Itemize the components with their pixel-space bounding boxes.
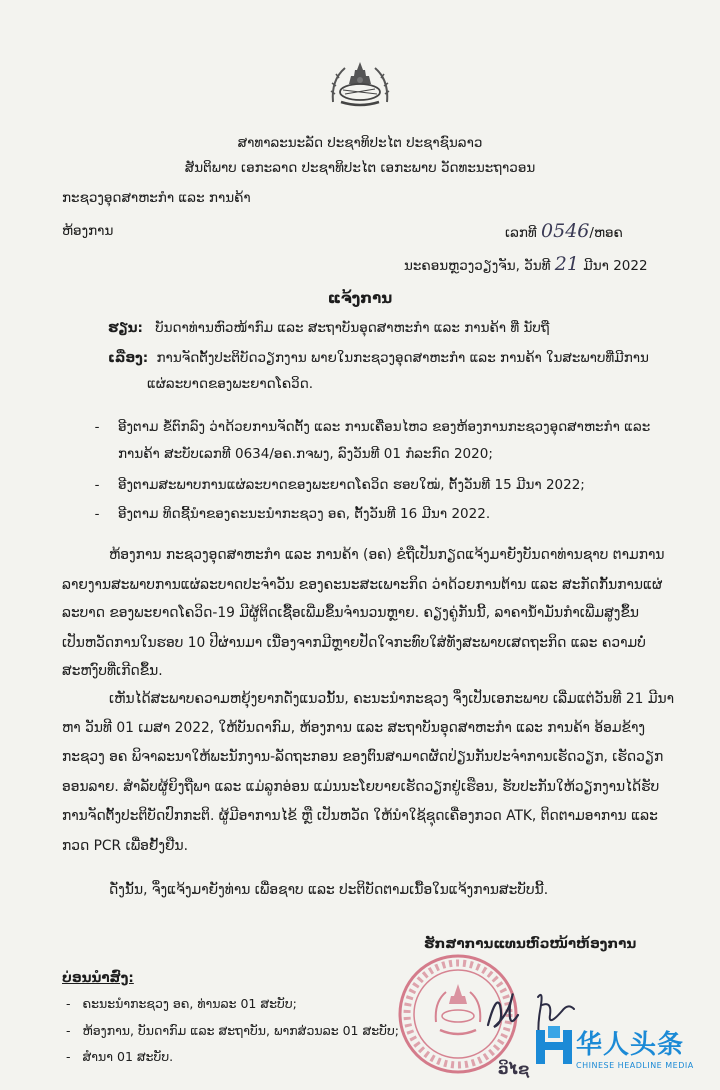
distribution-item-3: - ສໍານາ 01 ສະບັບ. xyxy=(66,1049,174,1064)
distribution-text: ສໍານາ 01 ສະບັບ. xyxy=(82,1049,174,1064)
reference-number xyxy=(505,221,623,243)
reference-dash: - xyxy=(94,477,100,493)
reference-dash: - xyxy=(94,506,100,522)
country-name: ສາທາລະນະລັດ ປະຊາທິປະໄຕ ປະຊາຊົນລາວ xyxy=(237,135,483,151)
addressee-label: ຮຽນ: xyxy=(108,320,143,336)
subject-text-1: ການຈັດຕັ້ງປະຕິບັດວຽກງານ ພາຍໃນກະຊວງອຸດສາຫະກໍາ ແລະ ການຄ້າ ໃນສະພາບທີ່ມີການ xyxy=(156,350,649,366)
closing-paragraph: ດັ່ງນັ້ນ, ຈຶ່ງແຈ້ງມາຍັງທ່ານ ເພື່ອຊາບ ແລະ ປະຕິບັດຕາມເນື້ອໃນແຈ້ງການສະບັບນີ້. xyxy=(109,882,549,898)
paragraph-line: ເຫັນໄດ້ສະພາບຄວາມຫຍຸ້ງຍາກດັ່ງແນວນັ້ນ, ຄະນະນໍາກະຊວງ ຈຶ່ງເປັນເອກະພາບ ເລີ່ມແຕ່ວັນທີ 21 ມີນາ xyxy=(109,691,675,707)
reference-prefix: ເລກທີ xyxy=(505,225,537,241)
reference-item-2: ອີງຕາມສະພາບການແຜ່ລະບາດຂອງພະຍາດໂຄວິດ ຮອບໃໝ່, ຕັ້ງວັນທີ 15 ມີນາ 2022; xyxy=(118,477,585,493)
date-handwritten-day: 21 xyxy=(554,253,579,275)
paragraph-line: ຫ້ອງການ ກະຊວງອຸດສາຫະກໍາ ແລະ ການຄ້າ (ອຄ) ຂໍຖືເປັນກຽດແຈ້ງມາຍັງບັນດາທ່ານຊາບ ຕາມການ xyxy=(109,547,665,563)
date-month-year: ມີນາ 2022 xyxy=(583,258,648,274)
signatory-title: ຮັກສາການແທນຫົວໜ້າຫ້ອງການ xyxy=(424,936,637,952)
paragraph-line: ກວດ PCR ເພື່ອຢັ້ງຢືນ. xyxy=(62,838,188,854)
huaren-toutiao-logo-icon xyxy=(536,1026,572,1064)
issue-date xyxy=(404,254,648,276)
distribution-item-1: - ຄະນະນໍາກະຊວງ ອຄ, ທ່ານລະ 01 ສະບັບ; xyxy=(66,996,297,1011)
paragraph-line: ລາຍງານສະພາບການແຜ່ລະບາດປະຈໍາວັນ ຂອງຄະນະສະເພາະກິດ ວ່າດ້ວຍການຕ້ານ ແລະ ສະກັດກັ້ນການແຜ່ xyxy=(62,577,663,593)
paragraph-line: ຫາ ວັນທີ 01 ເມສາ 2022, ໃຫ້ບັນດາກົມ, ຫ້ອງການ ແລະ ສະຖາບັນອຸດສາຫະກໍາ ແລະ ການຄ້າ ອ້ອມຂ້າງ xyxy=(62,720,646,736)
paragraph-line: ເປັນຫວັດການໃນຮອບ 10 ປີຜ່ານມາ ເນື່ອງຈາກມີຫຼາຍປັດໃຈກະທົບໃສ່ທັງສະພາບເສດຖະກິດ ແລະ ຄວາມບໍ່ xyxy=(62,635,646,651)
reference-suffix: /ຫອຄ xyxy=(589,225,623,241)
distribution-title: ບ່ອນນໍາສົ່ງ: xyxy=(62,970,134,986)
subject-label: ເລື່ອງ: xyxy=(108,350,149,366)
reference-item-1-line-2: ການຄ້າ ສະບັບເລກທີ 0634/ອຄ.ກຈພງ, ລົງວັນທີ 01 ກໍລະກົດ 2020; xyxy=(118,446,493,462)
paragraph-line: ອອນລາຍ. ສໍາລັບຜູ້ຍິງຖືພາ ແລະ ແມ່ລູກອ່ອນ ແມ່ນນະໂຍບາຍເຮັດວຽກຢູ່ເຮືອນ, ຮັບປະກັນໃຫ້ວຽກງານໄດ້ຮັບ xyxy=(62,779,660,795)
subject-text-2: ແຜ່ລະບາດຂອງພະຍາດໂຄວິດ. xyxy=(147,376,314,392)
reference-item-1-line-1: ອີງຕາມ ຂໍ້ຕົກລົງ ວ່າດ້ວຍການຈັດຕັ້ງ ແລະ ການເຄື່ອນໄຫວ ຂອງຫ້ອງການກະຊວງອຸດສາຫະກໍາ ແລະ xyxy=(118,419,651,435)
department-name: ຫ້ອງການ xyxy=(62,223,114,239)
watermark-brand-text: 华人头条 xyxy=(576,1030,685,1060)
paragraph-line: ສະຫງົບທີ່ເກີດຂຶ້ນ. xyxy=(62,663,163,679)
paragraph-line: ການຈັດຕັ້ງປະຕິບັດປົກກະຕິ. ຜູ້ມີອາການໄຂ້ ຫຼື ເປັນຫວັດ ໃຫ້ນໍາໃຊ້ຊຸດເຄື່ອງກວດ ATK, ຕິດຕາມອາການ ແລະ xyxy=(62,808,658,824)
signatory-name: ວິໄຊ xyxy=(498,1060,530,1078)
reference-handwritten-number: 0546 xyxy=(541,220,590,242)
subject-line-1 xyxy=(108,348,649,368)
document-title: ແຈ້ງການ xyxy=(327,289,393,307)
addressee xyxy=(108,318,550,338)
distribution-item-2: - ຫ້ອງການ, ບັນດາກົມ ແລະ ສະຖາບັນ, ພາກສ່ວນລະ 01 ສະບັບ; xyxy=(66,1023,399,1038)
distribution-text: ຄະນະນໍາກະຊວງ ອຄ, ທ່ານລະ 01 ສະບັບ; xyxy=(82,996,297,1011)
date-prefix: ນະຄອນຫຼວງວຽງຈັນ, ວັນທີ xyxy=(404,258,551,274)
reference-dash: - xyxy=(94,419,100,435)
distribution-text: ຫ້ອງການ, ບັນດາກົມ ແລະ ສະຖາບັນ, ພາກສ່ວນລະ 01 ສະບັບ; xyxy=(82,1023,399,1038)
paragraph-line: ກະຊວງ ອຄ ພິຈາລະນາໃຫ້ພະນັກງານ-ລັດຖະກອນ ຂອງຕົນສາມາດຜັດປ່ຽນກັນປະຈໍາການເຮັດວຽກ, ເຮັດວຽກ xyxy=(62,749,664,765)
ministry-name: ກະຊວງອຸດສາຫະກໍາ ແລະ ການຄ້າ xyxy=(62,190,251,206)
watermark-subtext: CHINESE HEADLINE MEDIA xyxy=(576,1061,694,1070)
lao-emblem-icon xyxy=(327,58,393,108)
national-motto: ສັນຕິພາບ ເອກະລາດ ປະຊາທິປະໄຕ ເອກະພາບ ວັດທະນະຖາວອນ xyxy=(184,160,536,176)
reference-item-3: ອີງຕາມ ທິດຊີ້ນໍາຂອງຄະນະນໍາກະຊວງ ອຄ, ຕັ້ງວັນທີ 16 ມີນາ 2022. xyxy=(118,506,491,522)
paragraph-line: ລະບາດ ຂອງພະຍາດໂຄວິດ-19 ມີຜູ້ຕິດເຊື້ອເພີ່ມຂຶ້ນຈໍານວນຫຼາຍ. ຄຽງຄູ່ກັນນີ້, ລາຄານໍ້າມັນກໍາເພີ່ມສູງຂຶ້ນ xyxy=(62,605,639,621)
addressee-text: ບັນດາທ່ານຫົວໜ້າກົມ ແລະ ສະຖາບັນອຸດສາຫະກໍາ ແລະ ການຄ້າ ທີ່ ນັບຖື xyxy=(155,320,550,336)
